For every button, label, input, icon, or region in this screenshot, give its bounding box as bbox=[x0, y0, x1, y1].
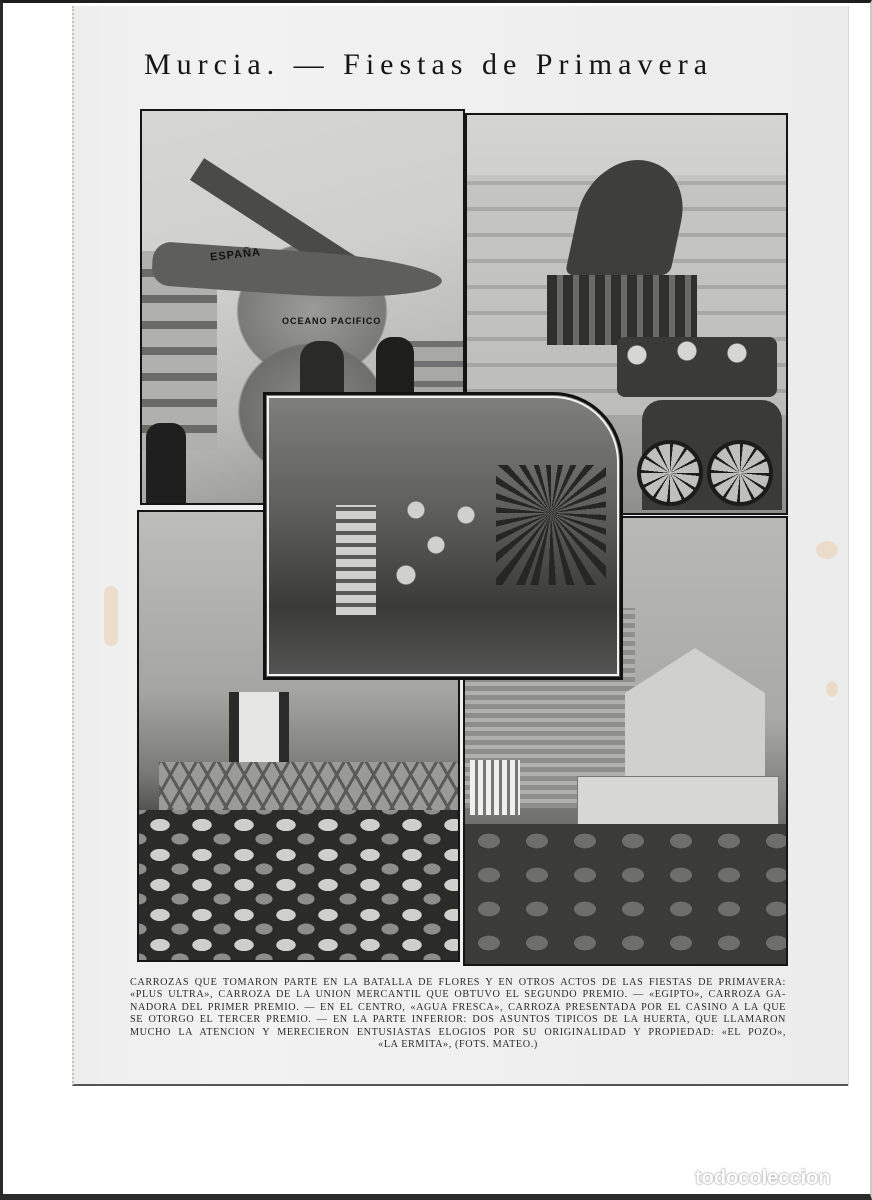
group-of-women bbox=[617, 337, 777, 397]
crowd bbox=[139, 810, 458, 960]
caption-line: «PLUS ULTRA», CARROZA DE LA UNION MERCANTIL QUE OBTUVO EL SEGUNDO PREMIO. — «EGIPTO», CARROZA GA- bbox=[130, 989, 786, 1001]
paper-stain bbox=[104, 586, 118, 646]
photo-agua-fresca-inset bbox=[263, 392, 623, 680]
caption-line: SE OTORGO EL TERCER PREMIO. — EN LA PARTE INFERIOR: DOS ASUNTOS TIPICOS DE LA HUERTA, QUE LLAMARON bbox=[130, 1014, 786, 1026]
float-text-espana: ESPAÑA bbox=[209, 246, 262, 264]
cart-wheel bbox=[707, 440, 773, 506]
float-platform bbox=[547, 275, 697, 345]
fountain bbox=[336, 505, 376, 615]
palm-fronds bbox=[496, 465, 606, 585]
person bbox=[146, 423, 186, 505]
watermark-logo: todocoleccion bbox=[695, 1167, 831, 1189]
caption-line: CARROZAS QUE TOMARON PARTE EN LA BATALLA DE FLORES Y EN OTROS ACTOS DE LAS FIESTAS DE PRIMAVERA: bbox=[130, 977, 786, 988]
paper-stain bbox=[826, 681, 838, 697]
photo-caption bbox=[130, 977, 786, 1051]
paper-stain bbox=[816, 541, 838, 559]
float-text-oceano: OCEANO PACIFICO bbox=[282, 316, 382, 326]
gate bbox=[470, 760, 520, 815]
caption-line: «LA ERMITA», (FOTS. MATEO.) bbox=[378, 1039, 538, 1051]
page-title: Murcia. — Fiestas de Primavera bbox=[144, 48, 714, 81]
crowd bbox=[465, 824, 786, 964]
caption-line: MUCHO LA ATENCION Y MERECIERON ENTUSIASTAS ELOGIOS POR SU ORIGINALIDAD Y PROPIEDAD: «EL POZO», bbox=[130, 1026, 786, 1038]
caption-line: NADORA DEL PRIMER PREMIO. — EN EL CENTRO, «AGUA FRESCA», CARROZA PRESENTADA POR EL CASINO A LA QUE bbox=[130, 1001, 786, 1013]
cart-wheel bbox=[637, 440, 703, 506]
